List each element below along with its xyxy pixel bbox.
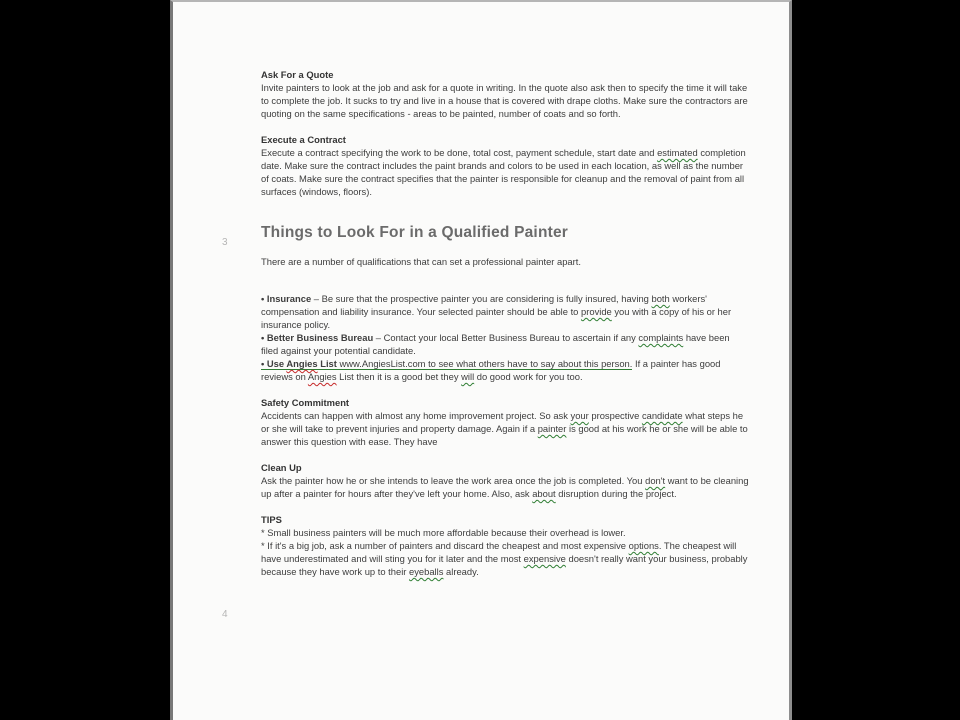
text-run: Execute a contract specifying the work to be done, total cost, payment schedule, start date and [261,147,658,158]
tip-small-business [261,526,749,539]
paragraph-execute-a-contract [261,146,749,198]
text-run: • Better Business Bureau [261,332,374,343]
link-text: • Use [261,358,287,369]
document-heading-qualified-painter [261,223,749,243]
text-run: Clean Up [261,462,302,473]
text-run: eyeballs [409,566,444,577]
paragraph-clean-up [261,474,749,500]
text-run: List then it is a good bet they [336,371,462,382]
text-run: Accidents can happen with almost any home improvement project. So ask [261,410,571,421]
text-run: There are a number of qualifications that can set a professional painter apart. [261,256,581,267]
text-run: is good at his work he or she will be able to answer this question with ease. They have [261,423,748,447]
bullet-better-business-bureau [261,331,749,357]
text-run: options [628,540,659,551]
document-content [261,2,749,578]
text-run: If a painter has good reviews on [261,358,721,382]
text-run: expensive [523,553,566,564]
text-run: have been filed against your potential candidate. [261,332,730,356]
text-run: – Be sure that the prospective painter you are considering is fully insured, having [311,293,652,304]
bullet-use-angies-list [261,357,749,383]
link-text: Angies [286,358,318,369]
section-heading-clean-up [261,461,749,474]
text-run: . The cheapest will have underestimated and will sting you for it later and the most [261,540,737,564]
text-run: do good work for you too. [474,371,583,382]
text-run: doesn't really want your business, probably because they have work up to their [261,553,748,577]
text-run: Safety Commitment [261,397,350,408]
section-heading-tips [261,513,749,526]
paragraph-safety-commitment [261,409,749,448]
text-run: what steps he or she will take to prevent injuries and property damage. Again if a [261,410,744,434]
text-run: TIPS [261,514,282,525]
paragraph-ask-for-a-quote [261,81,749,120]
text-run: provide [581,306,612,317]
section-heading-ask-for-a-quote [261,68,749,81]
text-run: Angies [307,371,337,382]
text-run: don't [645,475,666,486]
text-run: painter [537,423,567,434]
section-heading-safety-commitment [261,396,749,409]
bullet-insurance [261,292,749,331]
text-run: – Contact your local Better Business Bureau to ascertain if any [373,332,639,343]
link-text: www.AngiesList.com to see what others have to say about this person. [339,358,633,369]
text-run: complaints [638,332,684,343]
text-run: workers' compensation and liability insurance. Your selected painter should be able to [261,293,707,317]
text-run: Invite painters to look at the job and ask for a quote in writing. In the quote also ask then to specify the time it will take to complete the job. It sucks to try and live in a house that is covered with drape cloths. Make sure the contractors are quoting on the same specifications - areas to be painted, number of coats and so forth. [261,82,748,119]
text-run: about [532,488,556,499]
section-heading-execute-a-contract [261,133,749,146]
text-run: you with a copy of his or her insurance policy. [261,306,732,330]
text-run: candidate [641,410,683,421]
text-run: prospective [588,410,642,421]
text-run: Ask the painter how he or she intends to leave the work area once the job is completed. You [261,475,646,486]
text-run: completion date. Make sure the contract includes the paint brands and colors to be used in each location, as well as the number of coats. Make sure the contract specifies that the painter is responsible for cleanup and the removal of paint from all surfaces (windows, floors). [261,147,746,197]
link-text: List [317,358,340,369]
text-run: • Insurance [261,293,312,304]
text-run: will [461,371,475,382]
text-run: want to be cleaning up after a painter for hours after they've left your home. Also, ask [261,475,749,499]
text-run: * If it's a big job, ask a number of painters and discard the cheapest and most expensive [261,540,629,551]
text-run: estimated [657,147,698,158]
text-run: Execute a Contract [261,134,346,145]
tip-big-job [261,539,749,578]
margin-marker-4: 4 [222,609,228,620]
text-run: * Small business painters will be much more affordable because their overhead is lower. [261,527,626,538]
text-run: disruption during the project. [555,488,677,499]
text-run: both [651,293,670,304]
text-run: Ask For a Quote [261,69,334,80]
margin-marker-3: 3 [222,237,228,248]
paragraph-intro-qualifications [261,255,749,268]
text-run: your [570,410,589,421]
text-run: already. [443,566,479,577]
text-run: Things to Look For in a Qualified Painter [261,224,569,241]
document-page [170,0,792,720]
